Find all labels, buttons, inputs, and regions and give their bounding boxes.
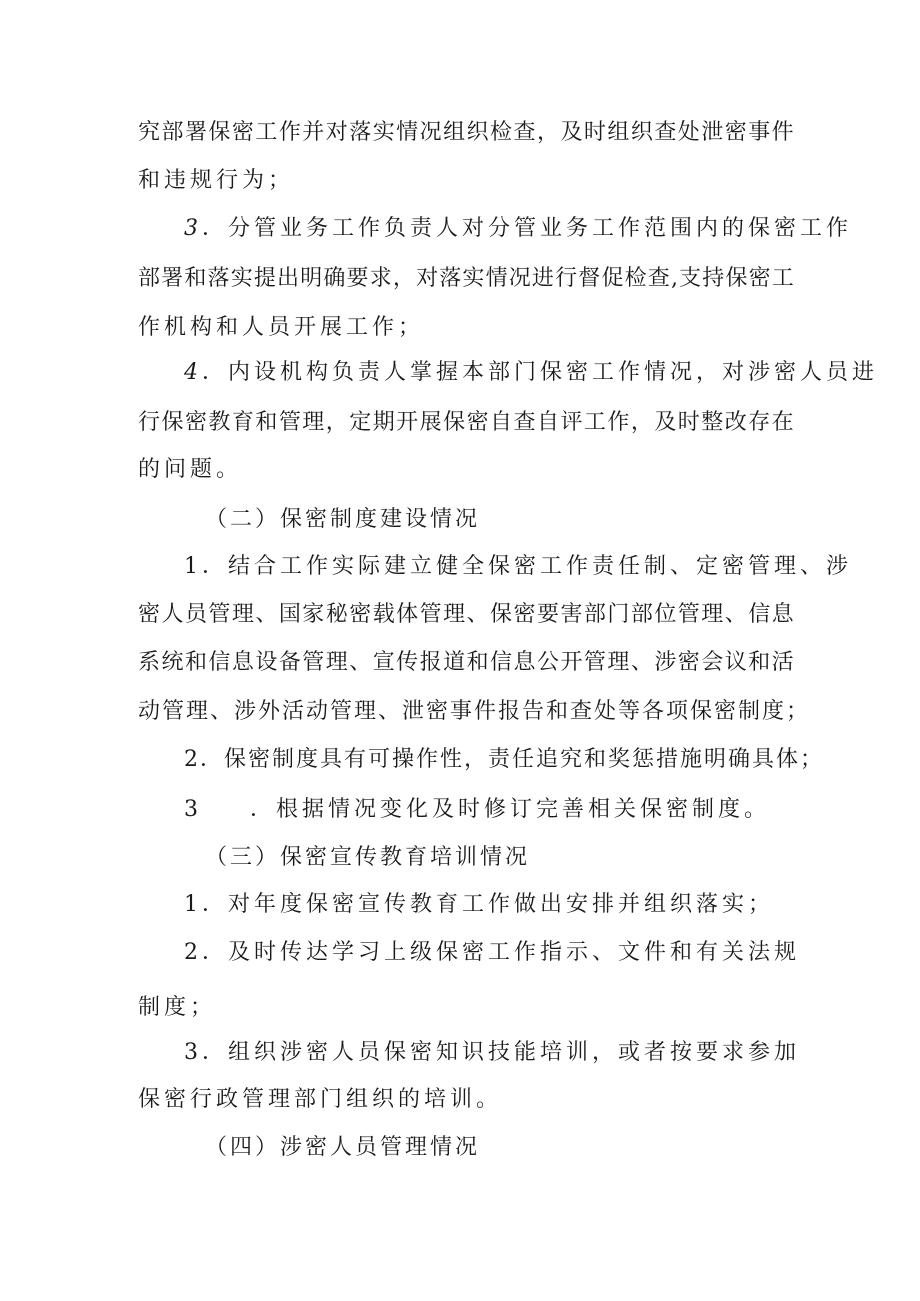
- section-3-heading: （三）保密宣传教育培训情况: [205, 845, 531, 870]
- paragraph-continuation-line-2: 和违规行为；: [138, 168, 295, 193]
- section-2-item-1-line-3: 系 统 和 信 息 设 备 管 理 、 宣 传 报 道 和 信 息 公 开 管 理 、 涉 密 会 议 和 活: [138, 650, 794, 675]
- section-2-item-3-text: ．根据情况变化及时修订完善相关保密制度。: [250, 797, 771, 822]
- item-4-text: ．内设机构负责人掌握本部门保密工作情况，对涉密人员进: [202, 360, 879, 385]
- item-4-line-3: 的问题。: [138, 457, 243, 482]
- item-4-number: 4: [184, 360, 202, 385]
- item-3-text: ．分管业务工作负责人对分管业务工作范围内的保密工作: [202, 216, 853, 241]
- section-3-item-2-line-2: 制度；: [138, 995, 217, 1020]
- item-3-number: 3: [184, 216, 202, 241]
- section-2-item-2: 2．保密制度具有可操作性，责任追究和奖惩措施明确具体；: [184, 747, 824, 772]
- section-2-item-1-line-1: 1．结合工作实际建立健全保密工作责任制、定密管理、涉: [184, 554, 852, 579]
- section-2-heading: （二）保密制度建设情况: [205, 507, 481, 532]
- paragraph-continuation-line-1: 究 部 署 保 密 工 作 并 对 落 实 情 况 组 织 检 查 ， 及 时 组 织 查 处 泄 密 事 件: [138, 120, 794, 145]
- section-3-item-2-line-1: 2．及时传达学习上级保密工作指示、文件和有关法规: [184, 940, 800, 965]
- section-3-item-3-line-1: 3．组织涉密人员保密知识技能培训，或者按要求参加: [184, 1040, 800, 1065]
- item-4-line-1: [184, 358, 878, 388]
- section-4-heading: （四）涉密人员管理情况: [205, 1135, 481, 1160]
- item-3-line-1: [184, 214, 852, 244]
- section-3-item-1: 1．对年度保密宣传教育工作做出安排并组织落实；: [184, 892, 774, 917]
- item-4-line-2: 行 保 密 教 育 和 管 理 ， 定 期 开 展 保 密 自 查 自 评 工 作 ， 及 时 整 改 存 在: [138, 410, 794, 435]
- section-2-item-1-line-2: 密 人 员 管 理 、 国 家 秘 密 载 体 管 理 、 保 密 要 害 部 门 部 位 管 理 、 信 息: [138, 602, 794, 627]
- section-2-item-1-line-4: 动管理、涉外活动管理、泄密事件报告和查处等各项保密制度；: [138, 699, 811, 724]
- section-2-item-3: [184, 795, 770, 825]
- section-3-item-3-line-2: 保密行政管理部门组织的培训。: [138, 1087, 503, 1112]
- item-3-line-2: 部 署 和 落 实 提 出 明 确 要 求 ， 对 落 实 情 况 进 行 督 促 检 查 , 支 持 保 密 工: [138, 266, 794, 291]
- item-3-line-3: 作机构和人员开展工作；: [138, 315, 425, 340]
- section-2-item-3-number: 3: [184, 797, 202, 822]
